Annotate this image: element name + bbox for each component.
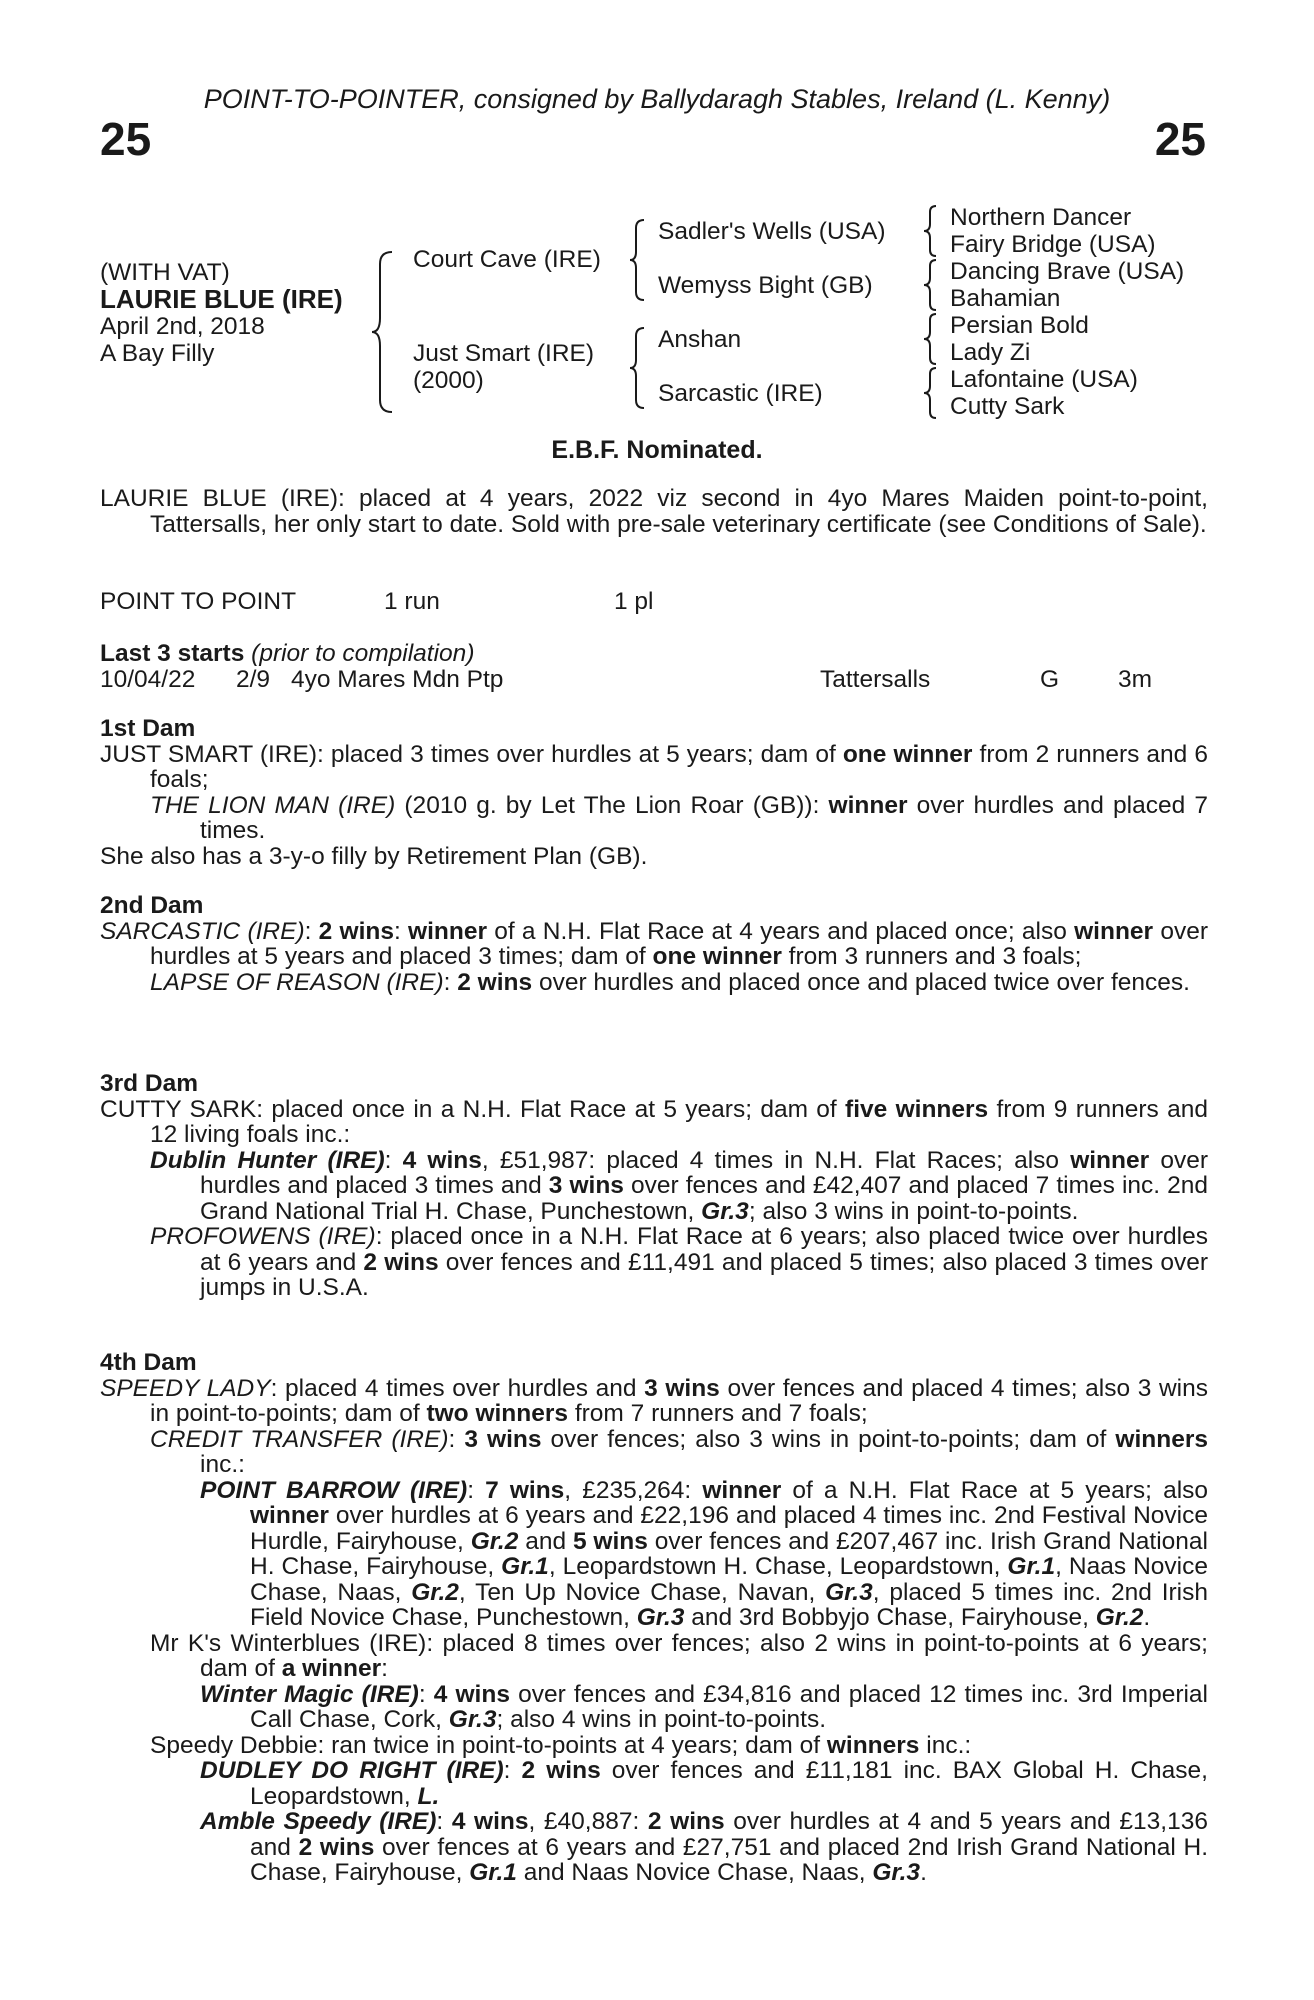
- second-dam-heading: 2nd Dam: [100, 892, 204, 919]
- record-runs: 1 run: [384, 588, 440, 615]
- fourth-dam-progeny-2: Mr K's Winterblues (IRE): placed 8 times over fences; also 2 wins in point-to-points at 6 years; dam of a winner:: [150, 1629, 1208, 1682]
- start-position: 2/9: [236, 666, 271, 693]
- start-course: Tattersalls: [820, 666, 931, 693]
- fourth-dam-progeny-1: CREDIT TRANSFER (IRE): 3 wins over fences; also 3 wins in point-to-points; dam of winners inc.:: [150, 1425, 1209, 1478]
- sire-dam-dam: Bahamian: [950, 285, 1061, 312]
- dam-sire-sire: Persian Bold: [950, 312, 1089, 339]
- starts-note: (prior to compilation): [251, 640, 475, 667]
- fourth-dam-grandprogeny-4: Amble Speedy (IRE): 4 wins, £40,887: 2 wins over hurdles at 4 and 5 years and £13,136 and 2 wins over fences at 6 years and £27,751 and placed 2nd Irish Grand National H. Chase, Fairyhouse, Gr.1 and Naas Novice Chase, Naas, Gr.3.: [200, 1808, 1209, 1886]
- dam-dam: Sarcastic (IRE): [658, 380, 823, 407]
- third-dam-para: CUTTY SARK: placed once in a N.H. Flat Race at 5 years; dam of five winners from 9 runners and 12 living foals inc.:: [100, 1095, 1208, 1148]
- sire-sire-dam: Fairy Bridge (USA): [950, 231, 1156, 258]
- fourth-dam-progeny-3: Speedy Debbie: ran twice in point-to-points at 4 years; dam of winners inc.:: [150, 1731, 972, 1759]
- fourth-dam-section: [100, 1350, 1208, 1886]
- horse-name: LAURIE BLUE (IRE): [100, 284, 343, 314]
- ebf-nomination: E.B.F. Nominated.: [551, 436, 763, 464]
- lot-number-right: 25: [1154, 113, 1206, 165]
- dam-year: (2000): [413, 367, 484, 394]
- sire-sire-sire: Northern Dancer: [950, 204, 1132, 231]
- gen3-brace-1: [924, 204, 940, 258]
- start-going: G: [1040, 666, 1060, 693]
- dam-brace: [630, 326, 648, 410]
- pedigree-main-brace: [372, 250, 398, 415]
- record-placed: 1 pl: [614, 588, 654, 615]
- gen3-brace-3: [924, 312, 940, 366]
- third-dam-heading: 3rd Dam: [100, 1070, 199, 1097]
- second-dam-para: SARCASTIC (IRE): 2 wins: winner of a N.H. Flat Race at 4 years and placed once; also winner over hurdles at 5 years and placed 3 times; dam of one winner from 3 runners and 3 foals;: [100, 917, 1208, 970]
- starts-title: Last 3 starts: [100, 640, 245, 667]
- third-dam-progeny-1: Dublin Hunter (IRE): 4 wins, £51,987: placed 4 times in N.H. Flat Races; also winner over hurdles and placed 3 times and 3 wins over fences and £42,407 and placed 7 times inc. 2nd Grand National Trial H. Chase, Punchestown, Gr.3; also 3 wins in point-to-points.: [150, 1146, 1208, 1225]
- third-dam-section: [100, 1071, 1208, 1301]
- vat-note: (WITH VAT): [100, 259, 230, 286]
- first-dam-progeny: THE LION MAN (IRE) (2010 g. by Let The Lion Roar (GB)): winner over hurdles and placed 7 times.: [150, 791, 1208, 844]
- dam-sire-dam: Lady Zi: [950, 339, 1031, 366]
- second-dam-section: [100, 893, 1208, 995]
- starts-heading: [100, 640, 474, 667]
- sire-dam: Wemyss Bight (GB): [658, 272, 873, 299]
- summary-section: [100, 486, 1208, 537]
- fourth-dam-grandprogeny-1: POINT BARROW (IRE): 7 wins, £235,264: winner of a N.H. Flat Race at 5 years; also winner over hurdles at 6 years and £22,196 and placed 4 times inc. 2nd Festival Novice Hurdle, Fairyhouse, Gr.2 and 5 wins over fences and £207,467 inc. Irish Grand National H. Chase, Fairyhouse, Gr.1, Leopardstown H. Chase, Leopardstown, Gr.1, Naas Novice Chase, Naas, Gr.2, Ten Up Novice Chase, Navan, Gr.3, placed 5 times inc. 2nd Irish Field Novice Chase, Punchestown, Gr.3 and 3rd Bobbyjo Chase, Fairyhouse, Gr.2.: [200, 1476, 1209, 1631]
- gen3-brace-2: [924, 258, 940, 312]
- fourth-dam-para: SPEEDY LADY: placed 4 times over hurdles and 3 wins over fences and placed 4 times; also 3 wins in point-to-points; dam of two winners from 7 runners and 7 foals;: [100, 1374, 1208, 1427]
- dam-dam-sire: Lafontaine (USA): [950, 366, 1138, 393]
- sire: Court Cave (IRE): [413, 246, 601, 273]
- first-dam-heading: 1st Dam: [100, 715, 196, 742]
- start-distance: 3m: [1118, 666, 1153, 693]
- gen3-brace-4: [924, 366, 940, 420]
- record-label: POINT TO POINT: [100, 588, 297, 615]
- sire-sire: Sadler's Wells (USA): [658, 218, 886, 245]
- dam: Just Smart (IRE): [413, 340, 595, 367]
- fourth-dam-heading: 4th Dam: [100, 1349, 197, 1376]
- sire-dam-sire: Dancing Brave (USA): [950, 258, 1185, 285]
- fourth-dam-grandprogeny-2: Winter Magic (IRE): 4 wins over fences and £34,816 and placed 12 times inc. 3rd Imperial Call Chase, Cork, Gr.3; also 4 wins in point-to-points.: [200, 1680, 1208, 1733]
- start-date: 10/04/22: [100, 666, 196, 693]
- summary-text: LAURIE BLUE (IRE): placed at 4 years, 2022 viz second in 4yo Mares Maiden point-to-point, Tattersalls, her only start to date. Sold with pre-sale veterinary certificate (see Conditions of Sale).: [100, 485, 1208, 538]
- lot-number-left: 25: [100, 113, 152, 165]
- first-dam-section: [100, 716, 1208, 869]
- fourth-dam-grandprogeny-3: DUDLEY DO RIGHT (IRE): 2 wins over fences and £11,181 inc. BAX Global H. Chase, Leopardstown, L.: [200, 1757, 1208, 1810]
- first-dam-note: She also has a 3-y-o filly by Retirement Plan (GB).: [100, 842, 648, 870]
- start-row: [0, 666, 1314, 693]
- second-dam-progeny: LAPSE OF REASON (IRE): 2 wins over hurdles and placed once and placed twice over fences.: [150, 968, 1190, 996]
- horse-description: A Bay Filly: [100, 340, 215, 367]
- sire-brace: [630, 218, 648, 302]
- dam-sire: Anshan: [658, 326, 742, 353]
- start-race: 4yo Mares Mdn Ptp: [291, 666, 504, 693]
- third-dam-progeny-2: PROFOWENS (IRE): placed once in a N.H. Flat Race at 6 years; also placed twice over hurdles at 6 years and 2 wins over fences and £11,491 and placed 5 times; also placed 3 times over jumps in U.S.A.: [150, 1223, 1208, 1301]
- dam-dam-dam: Cutty Sark: [950, 393, 1065, 420]
- page-header: POINT-TO-POINTER, consigned by Ballydaragh Stables, Ireland (L. Kenny): [203, 84, 1111, 114]
- horse-foaled: April 2nd, 2018: [100, 313, 265, 340]
- first-dam-para: JUST SMART (IRE): placed 3 times over hurdles at 5 years; dam of one winner from 2 runners and 6 foals;: [100, 740, 1209, 793]
